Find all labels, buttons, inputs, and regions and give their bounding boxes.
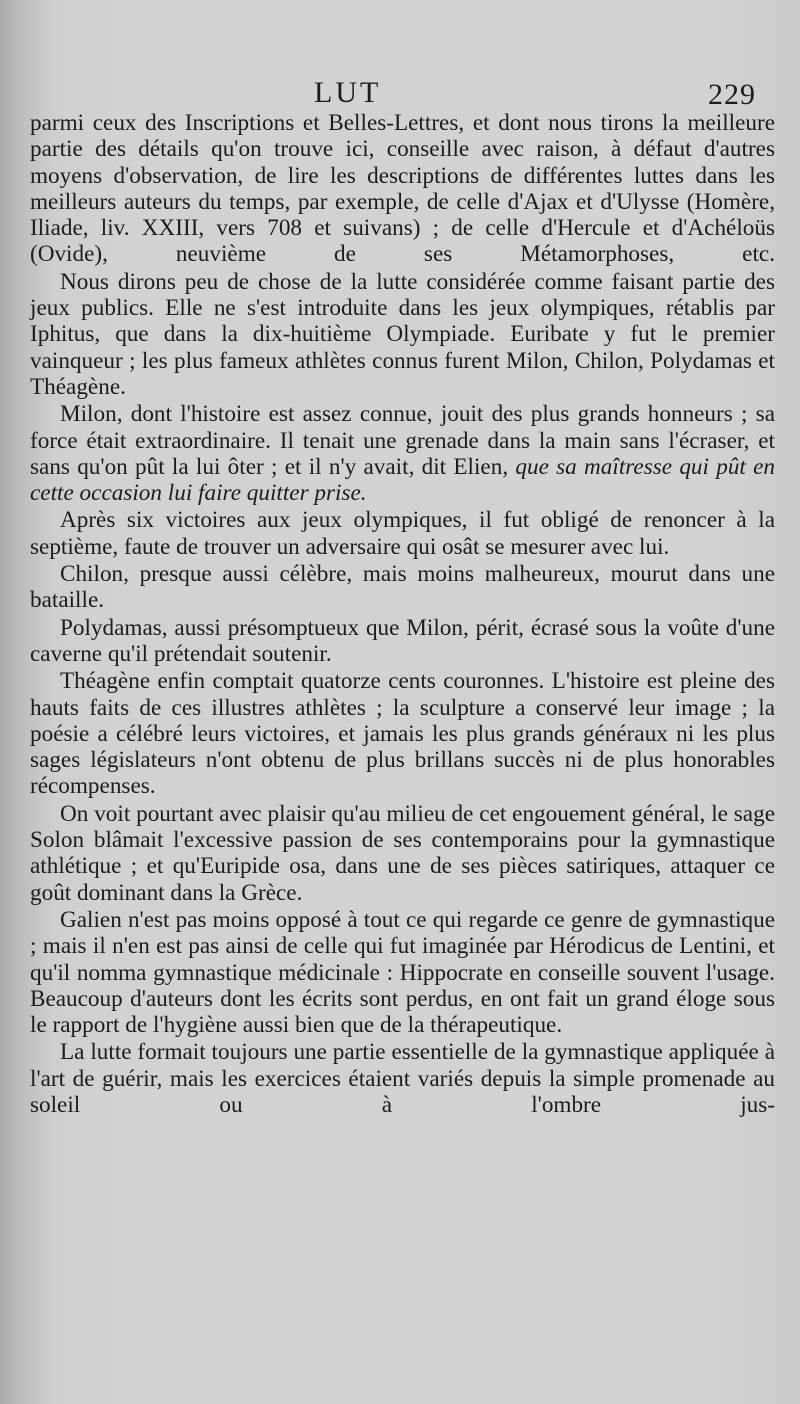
paragraph-4: Après six victoires aux jeux olympiques, il fut obligé de renoncer à la septième, faute de trouver un adversaire qui osât se mesurer avec lui. — [30, 507, 775, 560]
paragraph-10: La lutte formait toujours une partie essentielle de la gymnastique appliquée à l'art de guérir, mais les exercices étaient variés depuis la simple promenade au soleil ou à l'ombre jus- — [30, 1039, 775, 1118]
paragraph-9: Galien n'est pas moins opposé à tout ce qui regarde ce genre de gymnastique ; mais il n'en est pas ainsi de celle qui fut imaginée par Hérodicus de Lentini, et qu'il nomma gymnastique médicinale : Hippocrate en conseille souvent l'usage. Beaucoup d'auteurs dont les écrits sont perdus, en ont fait un grand éloge sous le rapport de l'hygiène aussi bien que de la thérapeutique. — [30, 906, 775, 1039]
paragraph-1: parmi ceux des Inscriptions et Belles-Lettres, et dont nous tirons la meilleure partie des détails qu'on trouve ici, conseille avec raison, à défaut d'autres moyens d'observation, de lire les descriptions de différentes luttes dans les meilleurs auteurs du temps, par exemple, de celle d'Ajax et d'Ulysse (Homère, Iliade, liv. XXIII, vers 708 et suivans) ; de celle d'Hercule et d'Achéloüs (Ovide), neuvième de ses Métamorphoses, etc. — [30, 110, 775, 268]
paragraph-8: On voit pourtant avec plaisir qu'au milieu de cet engouement général, le sage Solon blâmait l'excessive passion de ses contemporains pour la gymnastique athlétique ; et qu'Euripide osa, dans une de ses pièces satiriques, attaquer ce goût dominant dans la Grèce. — [30, 800, 775, 906]
italic-quote: que sa maîtresse qui pût en cette occasion lui faire quitter prise. — [30, 453, 776, 507]
paragraph-5: Chilon, presque aussi célèbre, mais moins malheureux, mourut dans une bataille. — [30, 561, 775, 614]
body-text — [30, 110, 775, 1119]
running-title: LUT — [314, 76, 382, 109]
page-number: 229 — [708, 78, 756, 111]
paragraph-6: Polydamas, aussi présomptueux que Milon, périt, écrasé sous la voûte d'une caverne qu'il prétendait soutenir. — [30, 614, 775, 667]
paragraph-2: Nous dirons peu de chose de la lutte considérée comme faisant partie des jeux publics. Elle ne s'est introduite dans les jeux olympiques, rétablis par Iphitus, que dans la dix-huitième Olympiade. Euribate y fut le premier vainqueur ; les plus fameux athlètes connus furent Milon, Chilon, Polydamas et Théagène. — [30, 268, 775, 400]
running-header — [0, 66, 800, 116]
paragraph-3: Milon, dont l'histoire est assez connue, jouit des plus grands honneurs ; sa force était extraordinaire. Il tenait une grenade dans la main sans l'écraser, et sans qu'on pût la lui ôter ; et il n'y avait, dit Elien, que sa maîtresse qui pût en cette occasion lui faire quitter prise. — [30, 401, 776, 507]
paragraph-7: Théagène enfin comptait quatorze cents couronnes. L'histoire est pleine des hauts faits de ces illustres athlètes ; la sculpture a conservé leur image ; la poésie a célébré leurs victoires, et jamais les plus grands généraux ni les plus sages législateurs n'ont obtenu de plus brillans succès ni de plus honorables récompenses. — [30, 668, 775, 800]
